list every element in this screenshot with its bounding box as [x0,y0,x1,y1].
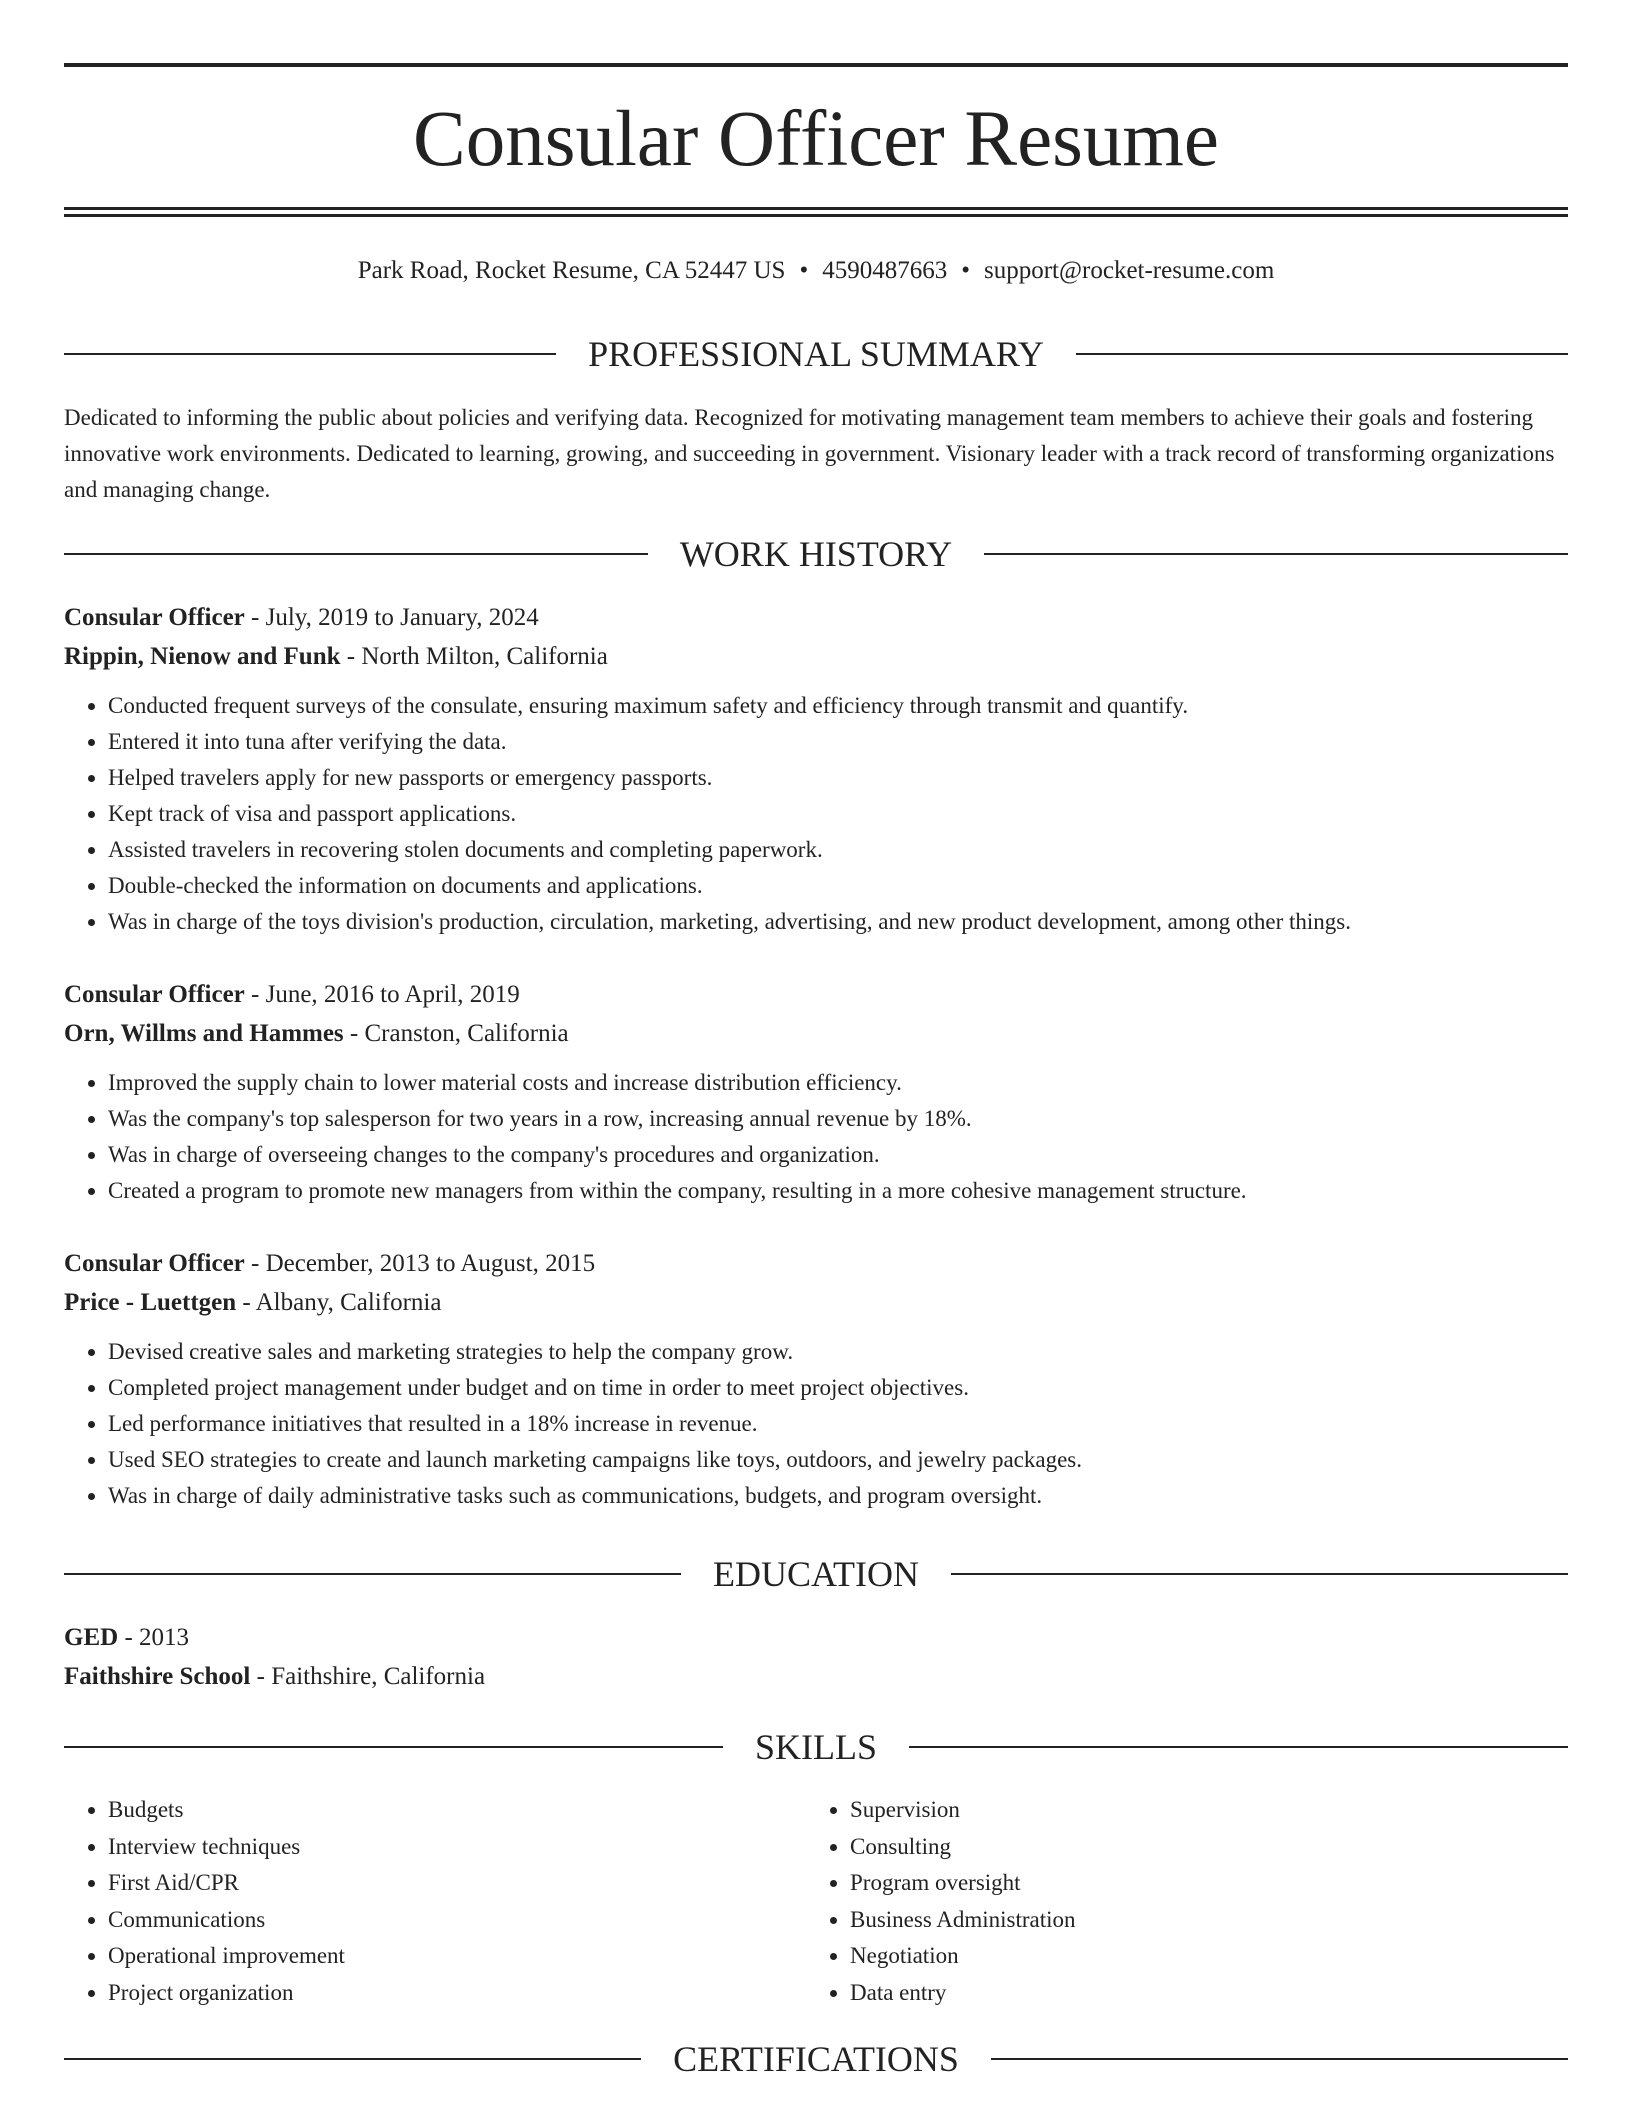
heading-rule [64,553,648,555]
section-heading-education [64,1552,1568,1596]
heading-rule [991,2058,1568,2060]
job-entry [64,975,1568,1209]
skill-item: • Supervision [850,1792,1548,1829]
title-double-rule [64,207,1568,217]
section-heading-work-history [64,532,1568,576]
heading-rule [984,553,1568,555]
heading-rule [1076,353,1568,355]
education-entry [64,1618,1568,1696]
skill-item: • First Aid/CPR [108,1865,806,1902]
skill-item: • Program oversight [850,1865,1548,1902]
job-company: Price - Luettgen [64,1289,237,1316]
job-bullet: • Double-checked the information on documents and applications. [108,868,1568,904]
skill-item: • Data entry [850,1975,1548,2012]
contact-address: Park Road, Rocket Resume, CA 52447 US [357,257,786,284]
education-degree-line [64,1618,1568,1657]
contact-phone: 4590487663 [822,257,948,284]
job-bullet: • Was in charge of daily administrative tasks such as communications, budgets, and program oversight. [108,1478,1568,1514]
job-bullet: • Was in charge of the toys division's production, circulation, marketing, advertising, and new product development, among other things. [108,904,1568,940]
job-bullet: • Was in charge of overseeing changes to the company's procedures and organization. [108,1137,1568,1173]
skill-item: • Project organization [108,1975,806,2012]
education-school: Faithshire School [64,1663,251,1690]
heading-rule [951,1573,1568,1575]
job-company: Orn, Willms and Hammes [64,1020,344,1047]
job-bullet: • Used SEO strategies to create and launch marketing campaigns like toys, outdoors, and jewelry packages. [108,1442,1568,1478]
heading-rule [909,1746,1568,1748]
heading-rule [64,2058,641,2060]
job-title: Consular Officer [64,1250,245,1277]
job-entry [64,598,1568,940]
job-bullet: • Helped travelers apply for new passports or emergency passports. [108,760,1568,796]
job-title-line [64,1244,1568,1283]
heading-rule [64,1573,681,1575]
job-location: - Cranston, California [343,1020,569,1047]
skill-item: • Operational improvement [108,1938,806,1975]
skill-item: • Business Administration [850,1902,1548,1939]
section-heading-label: CERTIFICATIONS [673,2039,959,2079]
job-bullet: • Led performance initiatives that resulted in a 18% increase in revenue. [108,1406,1568,1442]
job-bullet: • Improved the supply chain to lower material costs and increase distribution efficiency. [108,1065,1568,1101]
contact-separator: • [961,257,970,284]
job-bullet: • Devised creative sales and marketing strategies to help the company grow. [108,1334,1568,1370]
job-company-line [64,637,1568,676]
education-year: - 2013 [118,1624,190,1651]
section-heading-label: PROFESSIONAL SUMMARY [588,334,1044,374]
education-degree: GED [64,1624,119,1651]
job-bullet: • Was the company's top salesperson for two years in a row, increasing annual revenue by 18%. [108,1101,1568,1137]
job-title-line [64,975,1568,1014]
section-heading-skills [64,1725,1568,1769]
job-title: Consular Officer [64,981,245,1008]
job-bullets [64,1065,1568,1209]
skill-item: • Communications [108,1902,806,1939]
section-heading-label: SKILLS [755,1727,878,1767]
job-dates: - June, 2016 to April, 2019 [244,981,520,1008]
contact-separator: • [799,257,809,284]
job-bullets [64,688,1568,940]
job-bullets [64,1334,1568,1514]
section-heading-label: EDUCATION [713,1554,919,1594]
education-school-line [64,1657,1568,1696]
section-heading-summary [64,332,1568,376]
resume-title: Consular Officer Resume [413,96,1219,183]
job-location: - North Milton, California [340,643,608,670]
job-title-line [64,598,1568,637]
section-heading-label: WORK HISTORY [679,534,953,574]
job-company-line [64,1014,1568,1053]
skill-item: • Budgets [108,1792,806,1829]
job-bullet: • Completed project management under budget and on time in order to meet project objectives. [108,1370,1568,1406]
job-location: - Albany, California [236,1289,442,1316]
job-dates: - December, 2013 to August, 2015 [244,1250,596,1277]
job-entry [64,1244,1568,1514]
contact-line [64,253,1568,289]
summary-text: Dedicated to informing the public about policies and verifying data. Recognized for motivating management team members to achieve their goals and fostering innovative work environments. Dedicated to learning, growing, and succeeding in government. Visionary leader with a track record of transforming organizations and managing change. [64,405,1555,502]
skills-column-right [806,1792,1548,2011]
job-title: Consular Officer [64,604,245,631]
job-bullet: • Kept track of visa and passport applications. [108,796,1568,832]
skills-column-left [64,1792,806,2011]
job-company: Rippin, Nienow and Funk [64,643,341,670]
section-heading-certifications [64,2037,1568,2081]
job-bullet: • Assisted travelers in recovering stolen documents and completing paperwork. [108,832,1568,868]
skills-list [64,1792,1568,2011]
contact-email: support@rocket-resume.com [984,257,1275,284]
job-company-line [64,1283,1568,1322]
education-location: - Faithshire, California [250,1663,486,1690]
job-dates: - July, 2019 to January, 2024 [244,604,539,631]
skill-item: • Negotiation [850,1938,1548,1975]
skill-item: • Consulting [850,1829,1548,1866]
job-bullet: • Entered it into tuna after verifying the data. [108,724,1568,760]
job-bullet: • Created a program to promote new managers from within the company, resulting in a more cohesive management structure. [108,1173,1568,1209]
heading-rule [64,1746,723,1748]
top-rule [64,63,1568,67]
heading-rule [64,353,556,355]
job-bullet: • Conducted frequent surveys of the consulate, ensuring maximum safety and efficiency through transmit and quantify. [108,688,1568,724]
skill-item: • Interview techniques [108,1829,806,1866]
